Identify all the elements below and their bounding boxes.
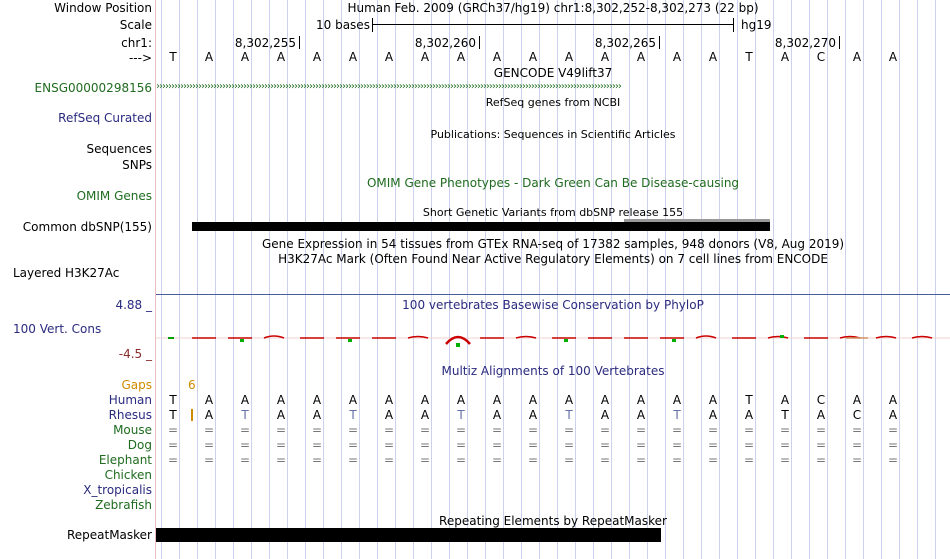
gtex-track-title: Gene Expression in 54 tissues from GTEx RNA-seq of 17382 samples, 948 donors (V8, Aug 2019) [261, 237, 845, 251]
alignment-base: = [743, 438, 755, 452]
vert-cons-label[interactable]: 100 Vert. Cons [13, 322, 102, 336]
base-letter: A [888, 50, 898, 64]
alignment-base: A [384, 393, 394, 407]
alignment-base: = [419, 438, 431, 452]
alignment-base: A [492, 393, 502, 407]
alignment-base: = [671, 453, 683, 467]
alignment-base: = [527, 453, 539, 467]
alignment-base: = [527, 423, 539, 437]
alignment-base: = [563, 423, 575, 437]
alignment-base: A [888, 408, 898, 422]
alignment-base: = [599, 423, 611, 437]
omim-genes-label[interactable]: OMIM Genes [76, 189, 152, 203]
scale-bar [316, 15, 736, 35]
alignment-base: A [312, 393, 322, 407]
phylop-track-title: 100 vertebrates Basewise Conservation by PhyloP [402, 298, 704, 312]
refseq-track-title: RefSeq genes from NCBI [485, 96, 621, 109]
alignment-base: = [239, 438, 251, 452]
alignment-base: = [455, 453, 467, 467]
alignment-base: T [241, 408, 249, 422]
alignment-base: C [852, 408, 862, 422]
alignment-base: A [456, 393, 466, 407]
window-position-label: Window Position [54, 1, 152, 15]
scale-label: Scale [119, 18, 152, 32]
alignment-base: = [491, 453, 503, 467]
multiz-track-title: Multiz Alignments of 100 Vertebrates [441, 364, 665, 378]
repeatmasker-track-title: Repeating Elements by RepeatMasker [439, 514, 667, 528]
alignment-base: = [239, 453, 251, 467]
base-letter: A [276, 50, 286, 64]
gencode-track-title: GENCODE V49lift37 [493, 66, 613, 80]
alignment-base: = [419, 423, 431, 437]
alignment-base: = [203, 453, 215, 467]
species-label-mouse[interactable]: Mouse [113, 423, 152, 437]
alignment-base: = [779, 423, 791, 437]
cons-min-label: -4.5 _ [118, 347, 152, 361]
alignment-base: = [743, 423, 755, 437]
alignment-base: A [636, 408, 646, 422]
alignment-base: = [707, 423, 719, 437]
species-label-human[interactable]: Human [108, 393, 152, 407]
alignment-base: A [852, 393, 862, 407]
alignment-base: = [347, 423, 359, 437]
species-label-zebrafish[interactable]: Zebrafish [95, 498, 152, 512]
alignment-base: C [816, 393, 826, 407]
alignment-base: = [347, 438, 359, 452]
alignment-base: A [384, 408, 394, 422]
alignment-base: A [708, 408, 718, 422]
alignment-base: A [240, 393, 250, 407]
alignment-base: A [816, 408, 826, 422]
alignment-base: A [348, 393, 358, 407]
ruler-tick: 8,302,260 [396, 36, 480, 50]
alignment-base: A [204, 408, 214, 422]
alignment-base: = [635, 453, 647, 467]
base-letter: A [852, 50, 862, 64]
ruler-tick: 8,302,270 [756, 36, 840, 50]
alignment-base: = [563, 453, 575, 467]
base-letter: A [708, 50, 718, 64]
alignment-base: = [599, 453, 611, 467]
alignment-base: = [635, 423, 647, 437]
alignment-base: = [635, 438, 647, 452]
alignment-base: T [349, 408, 357, 422]
alignment-base: A [312, 408, 322, 422]
alignment-base: T [169, 408, 177, 422]
base-letter: C [816, 50, 826, 64]
alignment-base: = [167, 453, 179, 467]
alignment-base: = [203, 438, 215, 452]
assembly-text: hg19 [741, 18, 772, 32]
gene-strand-arrows[interactable]: ››››››››››››››››››››››››››››››››››››››››››››››››››››››››››››››››››››››››››››››››››››››››››››››››››››››››››››››››››››››››››››››››››››››››››››››››››››››››››› [156, 81, 621, 92]
alignment-base: = [779, 438, 791, 452]
refseq-curated-label[interactable]: RefSeq Curated [58, 111, 152, 125]
publications-track-title: Publications: Sequences in Scientific Articles [430, 128, 676, 141]
track-divider [156, 294, 950, 295]
base-letter: T [745, 50, 753, 64]
alignment-base: = [347, 453, 359, 467]
alignment-base: A [636, 393, 646, 407]
dbsnp-feature-light[interactable] [624, 219, 770, 222]
base-letter: A [636, 50, 646, 64]
alignment-base: = [311, 438, 323, 452]
alignment-base: = [707, 438, 719, 452]
species-label-rhesus[interactable]: Rhesus [108, 408, 152, 422]
alignment-base: T [673, 408, 681, 422]
chromosome-label: chr1: [121, 36, 152, 50]
window-position-text: Human Feb. 2009 (GRCh37/hg19) chr1:8,302,252-8,302,273 (22 bp) [347, 1, 759, 15]
alignment-base: = [671, 438, 683, 452]
omim-track-title: OMIM Gene Phenotypes - Dark Green Can Be Disease-causing [366, 176, 740, 190]
h3k27ac-track-title: H3K27Ac Mark (Often Found Near Active Regulatory Elements) on 7 cell lines from ENCODE [278, 252, 828, 266]
alignment-base: A [492, 408, 502, 422]
species-label-dog[interactable]: Dog [127, 438, 152, 452]
alignment-base: A [672, 393, 682, 407]
alignment-base: A [708, 393, 718, 407]
base-letter: A [240, 50, 250, 64]
alignment-base: = [563, 438, 575, 452]
base-letter: T [169, 50, 177, 64]
species-label-chicken[interactable]: Chicken [104, 468, 152, 482]
alignment-base: = [455, 438, 467, 452]
alignment-base: A [744, 408, 754, 422]
alignment-base: = [455, 423, 467, 437]
base-letter: A [348, 50, 358, 64]
alignment-base: = [851, 438, 863, 452]
alignment-base: = [491, 423, 503, 437]
alignment-base: = [383, 438, 395, 452]
alignment-base: = [527, 438, 539, 452]
base-letter: A [384, 50, 394, 64]
alignment-base: = [275, 423, 287, 437]
alignment-base: = [203, 423, 215, 437]
ensg-label[interactable]: ENSG00000298156 [34, 81, 152, 95]
cons-max-label: 4.88 _ [115, 298, 152, 312]
alignment-base: T [457, 408, 465, 422]
species-label-x-tropicalis[interactable]: X_tropicalis [83, 483, 152, 497]
alignment-base: = [815, 438, 827, 452]
base-letter: A [600, 50, 610, 64]
repeatmasker-label[interactable]: RepeatMasker [66, 528, 152, 542]
alignment-base: = [311, 423, 323, 437]
base-letter: A [528, 50, 538, 64]
alignment-base: A [600, 408, 610, 422]
alignment-base: = [815, 453, 827, 467]
alignment-base: T [781, 408, 789, 422]
base-letter: A [456, 50, 466, 64]
snps-label[interactable]: SNPs [122, 158, 152, 172]
alignment-base: = [851, 453, 863, 467]
base-letter: A [780, 50, 790, 64]
alignment-base: = [671, 423, 683, 437]
phylop-conservation-plot[interactable] [156, 330, 950, 350]
alignment-base: A [564, 393, 574, 407]
alignment-base: = [275, 453, 287, 467]
alignment-base: T [169, 393, 177, 407]
alignment-base: = [383, 453, 395, 467]
alignment-base: A [276, 393, 286, 407]
track-label-column [0, 0, 156, 559]
scale-text: 10 bases [316, 18, 370, 32]
common-dbsnp-label[interactable]: Common dbSNP(155) [22, 220, 152, 234]
species-label-elephant[interactable]: Elephant [98, 453, 152, 467]
repeat-element[interactable] [156, 528, 661, 542]
alignment-base: A [276, 408, 286, 422]
alignment-base: = [419, 453, 431, 467]
base-letter: A [420, 50, 430, 64]
alignment-base: = [275, 438, 287, 452]
base-letter: A [204, 50, 214, 64]
alignment-base: = [239, 423, 251, 437]
alignment-base: = [491, 438, 503, 452]
genome-browser-image[interactable] [156, 0, 950, 559]
base-letter: A [564, 50, 574, 64]
ruler-tick: 8,302,255 [216, 36, 300, 50]
alignment-base: A [420, 408, 430, 422]
alignment-base: = [815, 423, 827, 437]
alignment-base: A [780, 393, 790, 407]
alignment-base: A [420, 393, 430, 407]
alignment-base: = [887, 423, 899, 437]
alignment-base: A [204, 393, 214, 407]
alignment-base: = [311, 453, 323, 467]
base-letter: A [492, 50, 502, 64]
layered-h3k27ac-label[interactable]: Layered H3K27Ac [13, 266, 120, 280]
ruler-tick: 8,302,265 [576, 36, 660, 50]
alignment-base: = [851, 423, 863, 437]
alignment-base: = [707, 453, 719, 467]
gaps-value: 6 [188, 378, 196, 392]
insertion-marker [191, 409, 193, 421]
alignment-base: A [528, 408, 538, 422]
alignment-base: A [600, 393, 610, 407]
alignment-base: = [167, 438, 179, 452]
alignment-base: = [887, 438, 899, 452]
alignment-base: = [887, 453, 899, 467]
alignment-base: T [565, 408, 573, 422]
alignment-base: T [745, 393, 753, 407]
gaps-label: Gaps [121, 378, 152, 392]
base-letter: A [672, 50, 682, 64]
alignment-base: A [528, 393, 538, 407]
alignment-base: = [383, 423, 395, 437]
alignment-base: = [743, 453, 755, 467]
dbsnp-track-title: Short Genetic Variants from dbSNP release 155 [422, 206, 684, 219]
alignment-base: A [888, 393, 898, 407]
base-letter: A [312, 50, 322, 64]
strand-label: ---> [128, 51, 152, 65]
alignment-base: = [167, 423, 179, 437]
sequences-label[interactable]: Sequences [86, 142, 152, 156]
alignment-base: = [599, 438, 611, 452]
dbsnp-feature[interactable] [192, 222, 770, 231]
alignment-base: = [779, 453, 791, 467]
